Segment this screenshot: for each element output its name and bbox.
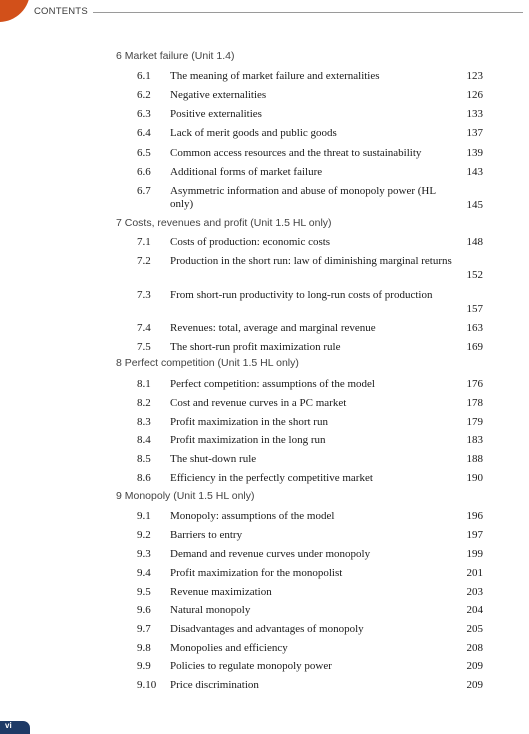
page-number: 152 — [466, 269, 483, 281]
footer-page-tab — [0, 721, 30, 734]
page-number: 169 — [466, 341, 483, 353]
section-title: Additional forms of market failure — [170, 166, 323, 178]
page-number: 205 — [466, 623, 483, 635]
section-number: 9.9 — [137, 660, 151, 672]
section-title: Cost and revenue curves in a PC market — [170, 397, 347, 409]
section-title: Profit maximization in the long run — [170, 434, 326, 446]
page-number: 139 — [466, 147, 483, 159]
section-title: Profit maximization for the monopolist — [170, 567, 343, 579]
section-number: 9.2 — [137, 529, 151, 541]
page-number: 188 — [466, 453, 483, 465]
section-title: Positive externalities — [170, 108, 262, 120]
page-number: 183 — [466, 434, 483, 446]
page-number: 201 — [466, 567, 483, 579]
page-number: 208 — [466, 642, 483, 654]
page-number: 126 — [466, 89, 483, 101]
section-title: Production in the short run: law of diminishing marginal returns — [170, 255, 452, 267]
page-number: 204 — [466, 604, 483, 616]
section-title: Common access resources and the threat to sustainability — [170, 147, 422, 159]
section-number: 7.3 — [137, 289, 151, 301]
section-number: 8.6 — [137, 472, 151, 484]
page-number: 190 — [466, 472, 483, 484]
section-title: Demand and revenue curves under monopoly — [170, 548, 371, 560]
header-rule — [93, 12, 523, 13]
section-number: 9.4 — [137, 567, 151, 579]
page-number: 209 — [466, 679, 483, 691]
page-number: 163 — [466, 322, 483, 334]
section-title: Costs of production: economic costs — [170, 236, 331, 248]
section-title: Revenues: total, average and marginal revenue — [170, 322, 376, 334]
page-number: 145 — [466, 199, 483, 211]
chapter-heading: 6 Market failure (Unit 1.4) — [116, 50, 235, 62]
page-number: 123 — [466, 70, 483, 82]
section-number: 6.2 — [137, 89, 151, 101]
section-title: Revenue maximization — [170, 586, 272, 598]
section-title: Monopoly: assumptions of the model — [170, 510, 335, 522]
chapter-heading: 8 Perfect competition (Unit 1.5 HL only) — [116, 357, 299, 369]
page-number: 199 — [466, 548, 483, 560]
section-number: 6.4 — [137, 127, 151, 139]
page-number: 179 — [466, 416, 483, 428]
section-title: Negative externalities — [170, 89, 267, 101]
section-number: 9.5 — [137, 586, 151, 598]
page-number: 148 — [466, 236, 483, 248]
page-number: 196 — [466, 510, 483, 522]
section-title: Monopolies and efficiency — [170, 642, 288, 654]
header-label: CONTENTS — [34, 6, 88, 17]
section-title: Profit maximization in the short run — [170, 416, 328, 428]
section-number: 6.7 — [137, 185, 151, 197]
chapter-heading: 7 Costs, revenues and profit (Unit 1.5 HL only) — [116, 217, 332, 229]
section-number: 7.1 — [137, 236, 151, 248]
corner-tab-decoration — [0, 0, 30, 22]
section-title: Efficiency in the perfectly competitive market — [170, 472, 373, 484]
section-number: 9.1 — [137, 510, 151, 522]
section-number: 6.6 — [137, 166, 151, 178]
section-title: From short-run productivity to long-run costs of production — [170, 289, 433, 301]
page-number: 157 — [466, 303, 483, 315]
section-number: 6.5 — [137, 147, 151, 159]
page-number: 137 — [466, 127, 483, 139]
section-title: Perfect competition: assumptions of the model — [170, 378, 375, 390]
page-number: 143 — [466, 166, 483, 178]
page-number: 209 — [466, 660, 483, 672]
page-number: 178 — [466, 397, 483, 409]
section-number: 9.8 — [137, 642, 151, 654]
section-title: Lack of merit goods and public goods — [170, 127, 337, 139]
section-number: 9.3 — [137, 548, 151, 560]
section-title: The meaning of market failure and externalities — [170, 70, 380, 82]
page-number: 197 — [466, 529, 483, 541]
section-title: Policies to regulate monopoly power — [170, 660, 332, 672]
section-title: Natural monopoly — [170, 604, 251, 616]
chapter-heading: 9 Monopoly (Unit 1.5 HL only) — [116, 490, 255, 502]
section-number: 9.10 — [137, 679, 157, 691]
section-number: 8.3 — [137, 416, 151, 428]
page-number: 133 — [466, 108, 483, 120]
section-title: Price discrimination — [170, 679, 259, 691]
section-number: 8.4 — [137, 434, 151, 446]
page-number: 203 — [466, 586, 483, 598]
footer-page-number: vi — [5, 721, 12, 730]
section-number: 7.5 — [137, 341, 151, 353]
section-title: Disadvantages and advantages of monopoly — [170, 623, 364, 635]
section-number: 8.2 — [137, 397, 151, 409]
section-number: 6.1 — [137, 70, 151, 82]
section-number: 7.2 — [137, 255, 151, 267]
page-number: 176 — [466, 378, 483, 390]
section-number: 8.1 — [137, 378, 151, 390]
section-number: 9.6 — [137, 604, 151, 616]
section-title: Asymmetric information and abuse of monopoly power (HL only) — [170, 185, 436, 210]
section-title: The short-run profit maximization rule — [170, 341, 341, 353]
section-title: Barriers to entry — [170, 529, 243, 541]
section-number: 9.7 — [137, 623, 151, 635]
section-title: The shut-down rule — [170, 453, 257, 465]
section-number: 6.3 — [137, 108, 151, 120]
section-number: 7.4 — [137, 322, 151, 334]
section-number: 8.5 — [137, 453, 151, 465]
